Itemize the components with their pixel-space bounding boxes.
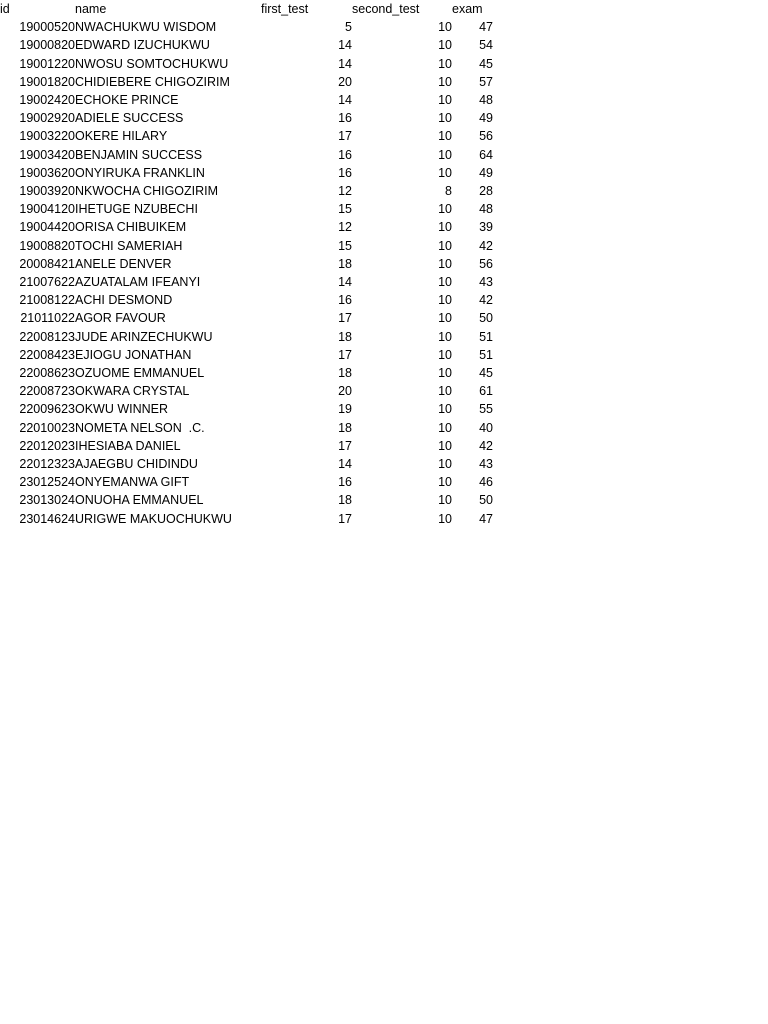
cell-second-test[interactable]: 8	[445, 184, 452, 199]
cell-name[interactable]: ACHI DESMOND	[75, 293, 173, 308]
table-row	[0, 55, 493, 73]
cell-second-test[interactable]: 10	[438, 93, 452, 108]
cell-id[interactable]: 19008820	[19, 238, 75, 253]
table-row	[0, 109, 493, 127]
cell-exam[interactable]: 50	[479, 311, 493, 326]
cell-first-test[interactable]: 18	[338, 493, 352, 508]
cell-id[interactable]: 19003620	[19, 165, 75, 180]
cell-second-test[interactable]: 10	[438, 475, 452, 490]
cell-second-test[interactable]: 10	[438, 165, 452, 180]
column-header-second-test[interactable]: second_test	[352, 2, 420, 16]
table-row	[0, 164, 493, 182]
cell-exam[interactable]: 28	[479, 184, 493, 199]
table-row	[0, 218, 493, 236]
cell-first-test[interactable]: 18	[338, 256, 352, 271]
cell-id[interactable]: 21011022	[20, 311, 75, 326]
cell-name[interactable]: EDWARD IZUCHUKWU	[75, 38, 210, 53]
cell-name[interactable]: NKWOCHA CHIGOZIRIM	[75, 184, 219, 199]
cell-name[interactable]: CHIDIEBERE CHIGOZIRIM	[75, 74, 230, 89]
cell-name[interactable]: OZUOME EMMANUEL	[75, 366, 205, 381]
table-row	[0, 91, 493, 109]
cell-second-test[interactable]: 10	[438, 329, 452, 344]
cell-first-test[interactable]: 14	[338, 38, 352, 53]
cell-name[interactable]: NOMETA NELSON .C.	[75, 420, 205, 435]
cell-second-test[interactable]: 10	[438, 493, 452, 508]
cell-first-test[interactable]: 5	[345, 20, 352, 35]
cell-id[interactable]: 22008423	[19, 347, 75, 362]
cell-exam[interactable]: 49	[479, 165, 493, 180]
cell-second-test[interactable]: 10	[438, 311, 452, 326]
cell-first-test[interactable]: 17	[338, 311, 352, 326]
cell-second-test[interactable]: 10	[438, 366, 452, 381]
cell-id[interactable]: 19003220	[19, 129, 75, 144]
cell-exam[interactable]: 48	[479, 93, 493, 108]
cell-exam[interactable]: 47	[479, 511, 493, 526]
cell-exam[interactable]: 43	[479, 275, 493, 290]
cell-exam[interactable]: 51	[479, 347, 493, 362]
table-row	[0, 18, 493, 36]
column-header-first-test[interactable]: first_test	[261, 2, 309, 16]
cell-first-test[interactable]: 14	[338, 457, 352, 472]
cell-exam[interactable]: 45	[479, 56, 493, 71]
cell-exam[interactable]: 57	[479, 74, 493, 89]
table-row	[0, 237, 493, 255]
table-row	[0, 364, 493, 382]
cell-first-test[interactable]: 16	[338, 165, 352, 180]
cell-exam[interactable]: 42	[479, 238, 493, 253]
table-row	[0, 346, 493, 364]
cell-name[interactable]: EJIOGU JONATHAN	[75, 347, 192, 362]
cell-second-test[interactable]: 10	[438, 256, 452, 271]
cell-id[interactable]: 19003920	[19, 184, 75, 199]
cell-second-test[interactable]: 10	[438, 402, 452, 417]
table-row	[0, 182, 493, 200]
cell-exam[interactable]: 45	[479, 366, 493, 381]
cell-id[interactable]: 22008623	[19, 366, 75, 381]
cell-second-test[interactable]: 10	[438, 420, 452, 435]
column-header-exam[interactable]: exam	[452, 2, 483, 16]
cell-exam[interactable]: 55	[479, 402, 493, 417]
cell-first-test[interactable]: 14	[338, 275, 352, 290]
cell-second-test[interactable]: 10	[438, 129, 452, 144]
cell-first-test[interactable]: 20	[338, 384, 352, 399]
cell-exam[interactable]: 43	[479, 457, 493, 472]
cell-id[interactable]: 19004420	[19, 220, 75, 235]
table-row	[0, 382, 493, 400]
cell-name[interactable]: URIGWE MAKUOCHUKWU	[75, 511, 232, 526]
cell-second-test[interactable]: 10	[438, 74, 452, 89]
cell-id[interactable]: 22010023	[19, 420, 75, 435]
cell-exam[interactable]: 40	[479, 420, 493, 435]
table-body	[0, 18, 493, 528]
table-row	[0, 273, 493, 291]
table-row	[0, 473, 493, 491]
table-row	[0, 291, 493, 309]
cell-first-test[interactable]: 17	[338, 129, 352, 144]
cell-id[interactable]: 19003420	[19, 147, 75, 162]
cell-second-test[interactable]: 10	[438, 457, 452, 472]
cell-exam[interactable]: 64	[479, 147, 493, 162]
cell-exam[interactable]: 54	[479, 38, 493, 53]
cell-id[interactable]: 22009623	[19, 402, 75, 417]
cell-first-test[interactable]: 12	[338, 220, 352, 235]
cell-first-test[interactable]: 17	[338, 347, 352, 362]
table-row	[0, 328, 493, 346]
cell-id[interactable]: 21008122	[19, 293, 75, 308]
table-row	[0, 146, 493, 164]
cell-second-test[interactable]: 10	[438, 384, 452, 399]
cell-id[interactable]: 19002420	[19, 93, 75, 108]
cell-name[interactable]: ONYEMANWA GIFT	[75, 475, 190, 490]
cell-name[interactable]: ADIELE SUCCESS	[75, 111, 184, 126]
cell-second-test[interactable]: 10	[438, 220, 452, 235]
cell-exam[interactable]: 56	[479, 129, 493, 144]
cell-name[interactable]: TOCHI SAMERIAH	[75, 238, 183, 253]
cell-first-test[interactable]: 16	[338, 147, 352, 162]
cell-first-test[interactable]: 18	[338, 366, 352, 381]
cell-exam[interactable]: 56	[479, 256, 493, 271]
cell-id[interactable]: 23013024	[19, 493, 75, 508]
cell-name[interactable]: AJAEGBU CHIDINDU	[75, 457, 198, 472]
cell-name[interactable]: ANELE DENVER	[75, 256, 172, 271]
cell-first-test[interactable]: 12	[338, 184, 352, 199]
cell-exam[interactable]: 49	[479, 111, 493, 126]
cell-name[interactable]: ONYIRUKA FRANKLIN	[75, 165, 205, 180]
table-row	[0, 437, 493, 455]
table-row	[0, 419, 493, 437]
column-header-id[interactable]: id	[0, 2, 10, 16]
cell-id[interactable]: 19000520	[19, 20, 75, 35]
cell-first-test[interactable]: 18	[338, 420, 352, 435]
cell-id[interactable]: 22012023	[19, 438, 75, 453]
cell-id[interactable]: 19002920	[19, 111, 75, 126]
cell-id[interactable]: 22008723	[19, 384, 75, 399]
cell-exam[interactable]: 51	[479, 329, 493, 344]
cell-second-test[interactable]: 10	[438, 238, 452, 253]
cell-name[interactable]: ORISA CHIBUIKEM	[75, 220, 187, 235]
cell-second-test[interactable]: 10	[438, 56, 452, 71]
cell-id[interactable]: 19001220	[19, 56, 75, 71]
cell-second-test[interactable]: 10	[438, 38, 452, 53]
cell-first-test[interactable]: 17	[338, 438, 352, 453]
cell-second-test[interactable]: 10	[438, 147, 452, 162]
cell-id[interactable]: 22012323	[19, 457, 75, 472]
cell-name[interactable]: AGOR FAVOUR	[75, 311, 166, 326]
table-row	[0, 309, 493, 327]
cell-name[interactable]: OKWU WINNER	[75, 402, 169, 417]
cell-id[interactable]: 19001820	[19, 74, 75, 89]
cell-first-test[interactable]: 14	[338, 93, 352, 108]
spreadsheet-table	[0, 0, 493, 528]
cell-name[interactable]: BENJAMIN SUCCESS	[75, 147, 203, 162]
cell-id[interactable]: 20008421	[19, 256, 75, 271]
table-row	[0, 491, 493, 509]
cell-first-test[interactable]: 14	[338, 56, 352, 71]
cell-name[interactable]: ECHOKE PRINCE	[75, 93, 179, 108]
cell-id[interactable]: 22008123	[19, 329, 75, 344]
table-row	[0, 255, 493, 273]
table-row	[0, 73, 493, 91]
cell-second-test[interactable]: 10	[438, 20, 452, 35]
cell-name[interactable]: JUDE ARINZECHUKWU	[75, 329, 213, 344]
cell-first-test[interactable]: 19	[338, 402, 352, 417]
cell-first-test[interactable]: 18	[338, 329, 352, 344]
cell-id[interactable]: 21007622	[19, 275, 75, 290]
cell-first-test[interactable]: 16	[338, 111, 352, 126]
cell-first-test[interactable]: 16	[338, 293, 352, 308]
cell-first-test[interactable]: 20	[338, 74, 352, 89]
cell-second-test[interactable]: 10	[438, 347, 452, 362]
cell-second-test[interactable]: 10	[438, 438, 452, 453]
cell-first-test[interactable]: 16	[338, 475, 352, 490]
cell-name[interactable]: NWOSU SOMTOCHUKWU	[75, 56, 229, 71]
cell-id[interactable]: 23014624	[19, 511, 75, 526]
cell-first-test[interactable]: 17	[338, 511, 352, 526]
cell-first-test[interactable]: 15	[338, 238, 352, 253]
cell-exam[interactable]: 47	[479, 20, 493, 35]
cell-name[interactable]: OKERE HILARY	[75, 129, 168, 144]
table-row	[0, 127, 493, 145]
cell-exam[interactable]: 61	[479, 384, 493, 399]
cell-name[interactable]: ONUOHA EMMANUEL	[75, 493, 204, 508]
cell-name[interactable]: IHETUGE NZUBECHI	[75, 202, 198, 217]
table-row	[0, 200, 493, 218]
cell-second-test[interactable]: 10	[438, 293, 452, 308]
cell-exam[interactable]: 46	[479, 475, 493, 490]
table-row	[0, 36, 493, 54]
table-row	[0, 400, 493, 418]
cell-exam[interactable]: 50	[479, 493, 493, 508]
cell-second-test[interactable]: 10	[438, 511, 452, 526]
cell-exam[interactable]: 39	[479, 220, 493, 235]
cell-second-test[interactable]: 10	[438, 275, 452, 290]
cell-exam[interactable]: 42	[479, 438, 493, 453]
column-header-name[interactable]: name	[75, 2, 107, 16]
cell-id[interactable]: 19000820	[19, 38, 75, 53]
cell-id[interactable]: 19004120	[19, 202, 75, 217]
table-row	[0, 510, 493, 528]
cell-id[interactable]: 23012524	[19, 475, 75, 490]
cell-name[interactable]: IHESIABA DANIEL	[75, 438, 181, 453]
cell-exam[interactable]: 48	[479, 202, 493, 217]
cell-name[interactable]: OKWARA CRYSTAL	[75, 384, 190, 399]
header-row	[0, 0, 493, 18]
cell-first-test[interactable]: 15	[338, 202, 352, 217]
cell-second-test[interactable]: 10	[438, 111, 452, 126]
cell-name[interactable]: NWACHUKWU WISDOM	[75, 20, 217, 35]
table-row	[0, 455, 493, 473]
cell-exam[interactable]: 42	[479, 293, 493, 308]
cell-name[interactable]: AZUATALAM IFEANYI	[75, 275, 201, 290]
cell-second-test[interactable]: 10	[438, 202, 452, 217]
